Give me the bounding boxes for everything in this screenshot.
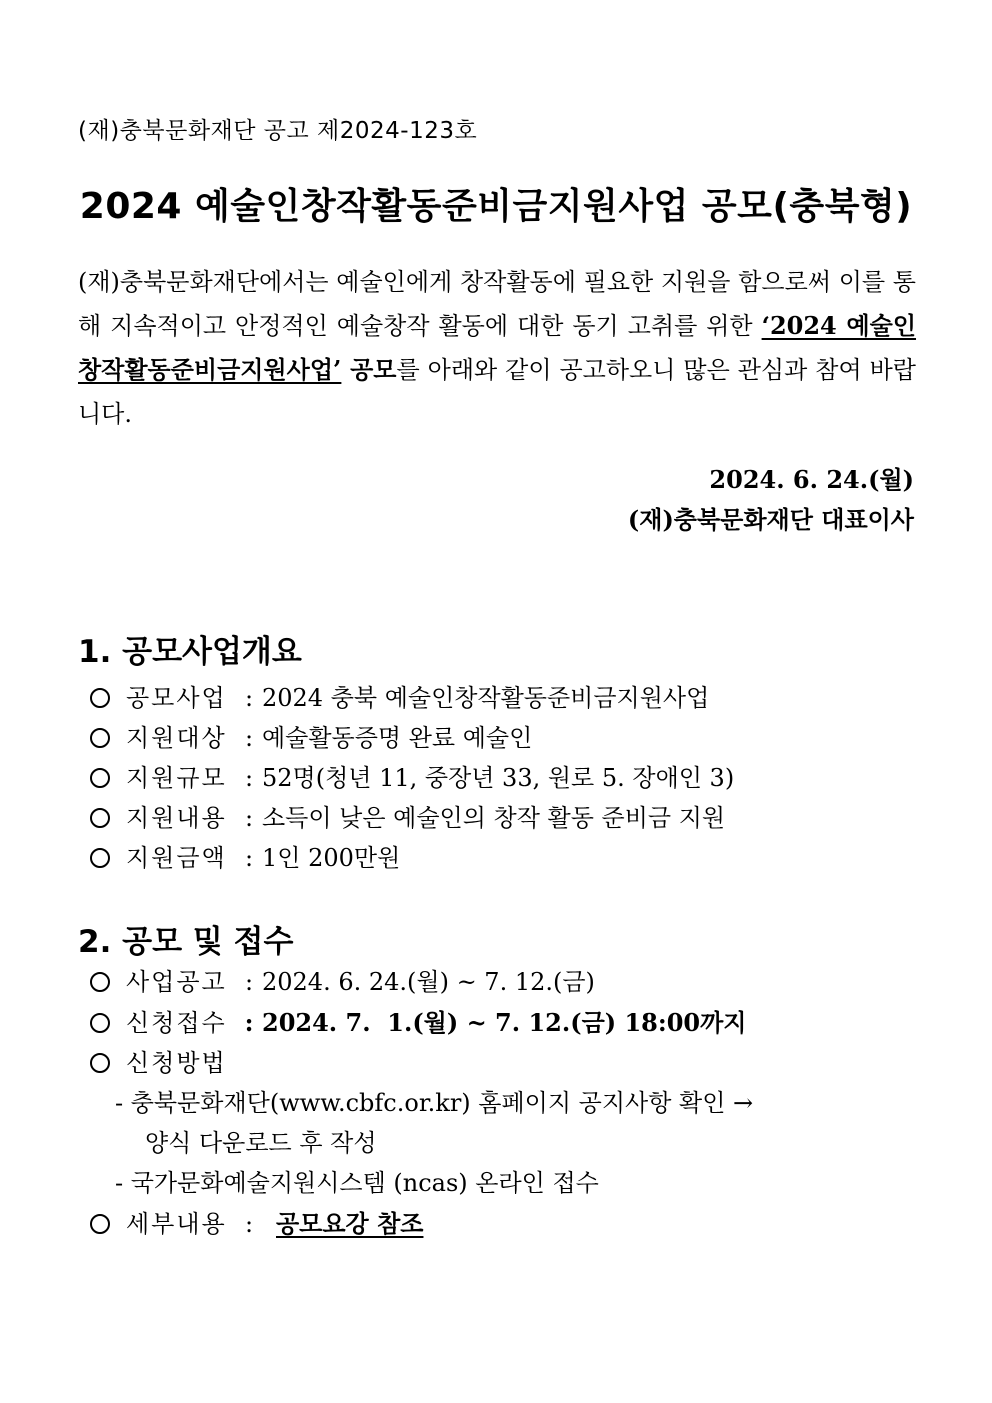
item-value: 2024. 6. 24.(월) ~ 7. 12.(금): [262, 968, 595, 996]
list-item: [90, 1003, 746, 1038]
circle-bullet-icon: [90, 808, 110, 828]
item-value: 2024 충북 예술인창작활동준비금지원사업: [262, 684, 710, 712]
list-item: [90, 838, 400, 873]
method-line: - 충북문화재단(www.cbfc.or.kr) 홈페이지 공지사항 확인 →: [115, 1089, 754, 1117]
list-item: [90, 962, 595, 997]
intro-text-2: 를 아래와 같이 공고하오니 많은 관심과 참여 바랍니다.: [78, 356, 916, 428]
item-label: 지원내용: [126, 804, 227, 832]
circle-bullet-icon: [90, 1013, 110, 1033]
item-label: 신청접수: [126, 1009, 227, 1037]
item-value: 소득이 낮은 예술인의 창작 활동 준비금 지원: [262, 804, 726, 832]
announcement-date: 2024. 6. 24.(월): [709, 465, 914, 494]
intro-text-1: (재)충북문화재단에서는 예술인에게 창작활동에 필요한 지원을 함으로써 이를 통해 지속적이고 안정적인 예술창작 활동에 대한 동기 고취를 위한: [78, 268, 916, 340]
list-item: [90, 758, 734, 793]
item-value: 52명(청년 11, 중장년 33, 원로 5. 장애인 3): [262, 764, 735, 792]
list-item: [90, 1204, 423, 1239]
item-label: 공모사업: [126, 684, 227, 712]
circle-bullet-icon: [90, 728, 110, 748]
issuer: (재)충북문화재단 대표이사: [627, 505, 914, 534]
circle-bullet-icon: [90, 768, 110, 788]
list-item: [90, 718, 532, 753]
item-label: 신청방법: [126, 1049, 227, 1077]
item-separator: :: [244, 804, 254, 832]
circle-bullet-icon: [90, 1053, 110, 1073]
item-label: 지원대상: [126, 724, 227, 752]
item-value: 예술활동증명 완료 예술인: [262, 724, 533, 752]
method-line: - 국가문화예술지원시스템 (ncas) 온라인 접수: [115, 1169, 599, 1197]
item-separator: :: [244, 764, 254, 792]
item-value: 2024. 7. 1.(월) ~ 7. 12.(금) 18:00까지: [262, 1008, 747, 1037]
item-label: 지원규모: [126, 764, 227, 792]
item-separator: :: [244, 968, 254, 996]
section-heading-overview: 1. 공모사업개요: [78, 634, 302, 670]
list-item: [90, 798, 725, 833]
circle-bullet-icon: [90, 972, 110, 992]
item-separator: :: [244, 1210, 254, 1238]
method-line: 양식 다운로드 후 작성: [145, 1129, 377, 1157]
notice-number: (재)충북문화재단 공고 제2024-123호: [78, 118, 478, 144]
list-item: [90, 1043, 236, 1078]
item-separator: :: [244, 724, 254, 752]
guideline-reference: 공모요강 참조: [276, 1209, 424, 1238]
item-separator: :: [244, 844, 254, 872]
list-item: [90, 678, 709, 713]
intro-paragraph: [78, 260, 916, 436]
item-label: 지원금액: [126, 844, 227, 872]
item-separator: :: [244, 684, 254, 712]
circle-bullet-icon: [90, 688, 110, 708]
item-label: 사업공고: [126, 968, 227, 996]
item-label: 세부내용: [126, 1210, 227, 1238]
item-separator: :: [244, 1008, 254, 1037]
item-value: 1인 200만원: [262, 844, 401, 872]
intro-bold-word: 공모: [341, 355, 397, 384]
program-name: ‘2024 예술인창작활동준비금지원사업’: [78, 311, 917, 384]
document-title: 2024 예술인창작활동준비금지원사업 공모(충북형): [79, 186, 913, 227]
circle-bullet-icon: [90, 848, 110, 868]
section-heading-application: 2. 공모 및 접수: [78, 924, 294, 960]
circle-bullet-icon: [90, 1214, 110, 1234]
